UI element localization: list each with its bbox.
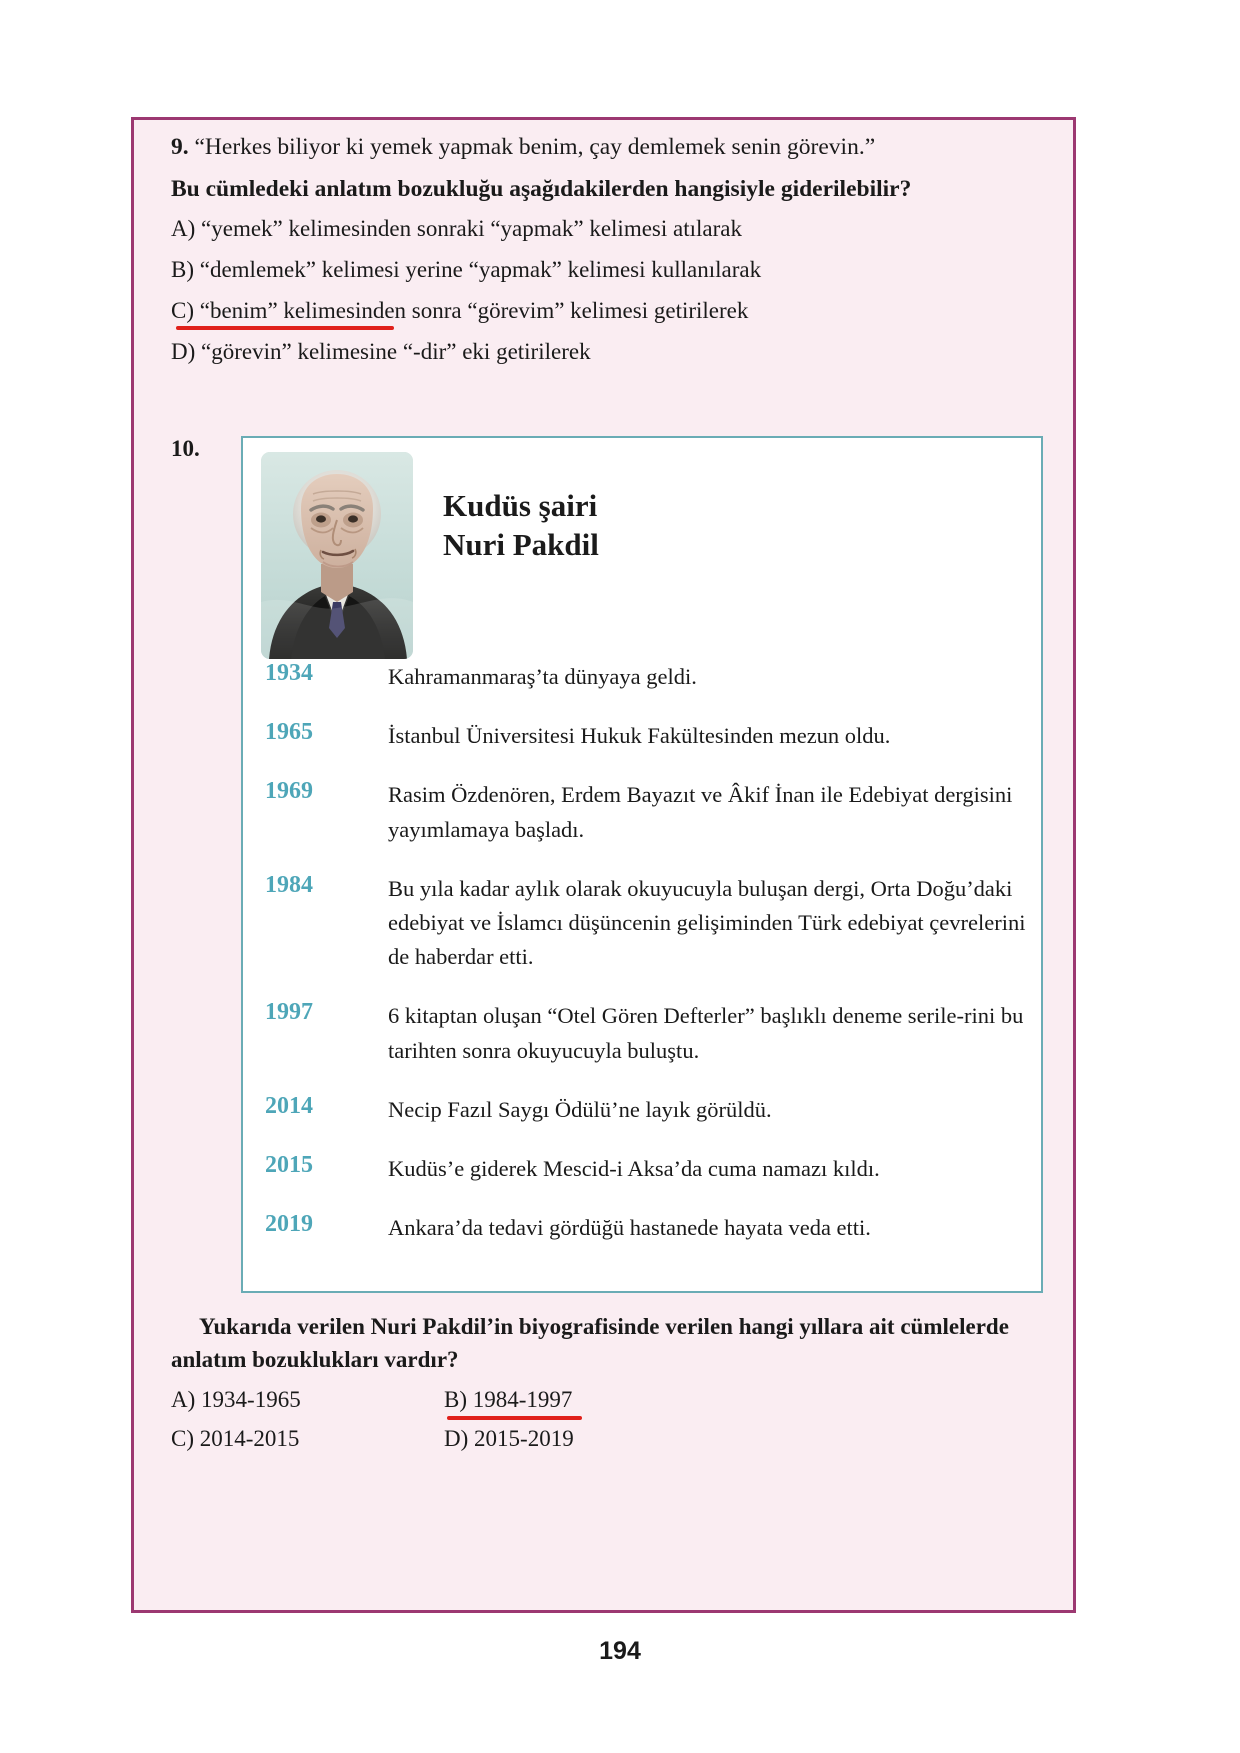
timeline-row bbox=[243, 660, 1041, 694]
timeline-year: 1969 bbox=[265, 778, 313, 805]
question-10-options bbox=[171, 1388, 871, 1466]
timeline-text: Bu yıla kadar aylık olarak okuyucuyla buluşan dergi, Orta Doğu’daki edebiyat ve İslamcı düşüncenin gelişiminden Türk edebiyat çevrelerini de haberdar etti. bbox=[388, 875, 1026, 970]
question-10-option-c[interactable] bbox=[171, 1427, 444, 1450]
option-text: 1984-1997 bbox=[472, 1387, 573, 1412]
question-9-option-a[interactable] bbox=[171, 217, 1031, 240]
timeline-text: Kahramanmaraş’ta dünyaya geldi. bbox=[388, 664, 697, 689]
option-text: 2014-2015 bbox=[199, 1426, 300, 1451]
option-text: “benim” kelimesinden sonra “görevim” kelimesi getirilerek bbox=[199, 298, 749, 323]
answer-underline-marker bbox=[447, 1416, 582, 1420]
option-label: B) bbox=[171, 257, 194, 282]
infobox-title bbox=[443, 486, 599, 565]
biography-timeline bbox=[243, 660, 1041, 1270]
portrait-image bbox=[261, 452, 413, 659]
option-text: “demlemek” kelimesi yerine “yapmak” kelimesi kullanılarak bbox=[199, 257, 762, 282]
biography-infobox bbox=[241, 436, 1043, 1293]
timeline-year: 1997 bbox=[265, 999, 313, 1026]
timeline-year: 1984 bbox=[265, 871, 313, 898]
timeline-row bbox=[243, 872, 1041, 975]
timeline-row bbox=[243, 719, 1041, 753]
question-9 bbox=[171, 120, 1031, 363]
answer-underline-marker bbox=[176, 326, 394, 330]
question-10-prompt: Yukarıda verilen Nuri Pakdil’in biyografisinde verilen hangi yıllara ait cümlelerde anlatım bozuklukları vardır? bbox=[171, 1314, 1009, 1373]
timeline-text: Ankara’da tedavi gördüğü hastanede hayata veda etti. bbox=[388, 1215, 871, 1241]
timeline-row bbox=[243, 1211, 1041, 1245]
question-9-number: 9. bbox=[171, 134, 189, 160]
question-9-options bbox=[171, 217, 1031, 363]
timeline-row bbox=[243, 778, 1041, 846]
option-text: 2015-2019 bbox=[474, 1426, 574, 1451]
question-10-number: 10. bbox=[171, 436, 200, 461]
option-label: A) bbox=[171, 216, 196, 241]
question-9-option-b[interactable] bbox=[171, 258, 1031, 281]
option-label: A) bbox=[171, 1387, 196, 1412]
option-label: B) bbox=[444, 1387, 467, 1412]
question-9-prompt: Bu cümledeki anlatım bozukluğu aşağıdakilerden hangisiyle giderilebilir? bbox=[171, 175, 912, 202]
timeline-row bbox=[243, 1152, 1041, 1186]
timeline-row bbox=[243, 1093, 1041, 1127]
timeline-year: 1934 bbox=[265, 660, 313, 686]
infobox-title-line-2: Nuri Pakdil bbox=[443, 527, 599, 563]
question-9-stem bbox=[171, 136, 1031, 160]
timeline-row bbox=[243, 999, 1041, 1067]
question-10-options-row-2 bbox=[171, 1427, 871, 1450]
timeline-year: 2019 bbox=[265, 1211, 313, 1238]
option-label: D) bbox=[171, 339, 196, 364]
option-label: C) bbox=[171, 298, 194, 323]
question-10-option-b[interactable] bbox=[444, 1388, 572, 1411]
question-10-option-a[interactable] bbox=[171, 1388, 444, 1411]
question-9-option-c[interactable] bbox=[171, 299, 1031, 322]
option-label: D) bbox=[444, 1426, 469, 1451]
question-10-option-d[interactable] bbox=[444, 1427, 574, 1450]
timeline-text: Necip Fazıl Saygı Ödülü’ne layık görüldü. bbox=[388, 1096, 772, 1122]
option-text: “görevin” kelimesine “-dir” eki getirilerek bbox=[201, 339, 591, 364]
option-label: C) bbox=[171, 1426, 194, 1451]
question-9-stem-text: “Herkes biliyor ki yemek yapmak benim, çay demlemek senin görevin.” bbox=[194, 134, 876, 160]
timeline-year: 2015 bbox=[265, 1151, 313, 1178]
option-text: 1934-1965 bbox=[201, 1387, 301, 1412]
option-text: “yemek” kelimesinden sonraki “yapmak” kelimesi atılarak bbox=[201, 216, 742, 241]
timeline-year: 2014 bbox=[265, 1092, 313, 1119]
timeline-text: İstanbul Üniversitesi Hukuk Fakültesinden mezun oldu. bbox=[388, 723, 891, 749]
timeline-text: 6 kitaptan oluşan “Otel Gören Defterler” başlıklı deneme serile-rini bu tarihten sonra okuyucuyla buluştu. bbox=[388, 1003, 1024, 1063]
question-9-option-d[interactable] bbox=[171, 340, 1031, 363]
exercise-panel bbox=[131, 117, 1076, 1613]
page-number: 194 bbox=[599, 1637, 641, 1665]
timeline-text: Rasim Özdenören, Erdem Bayazıt ve Âkif İnan ile Edebiyat dergisini yayımlamaya başladı. bbox=[388, 782, 1013, 842]
question-10-options-row-1 bbox=[171, 1388, 871, 1411]
timeline-year: 1965 bbox=[265, 719, 313, 746]
infobox-header bbox=[243, 438, 1041, 668]
infobox-title-line-1: Kudüs şairi bbox=[443, 488, 598, 523]
timeline-text: Kudüs’e giderek Mescid-i Aksa’da cuma namazı kıldı. bbox=[388, 1155, 880, 1181]
